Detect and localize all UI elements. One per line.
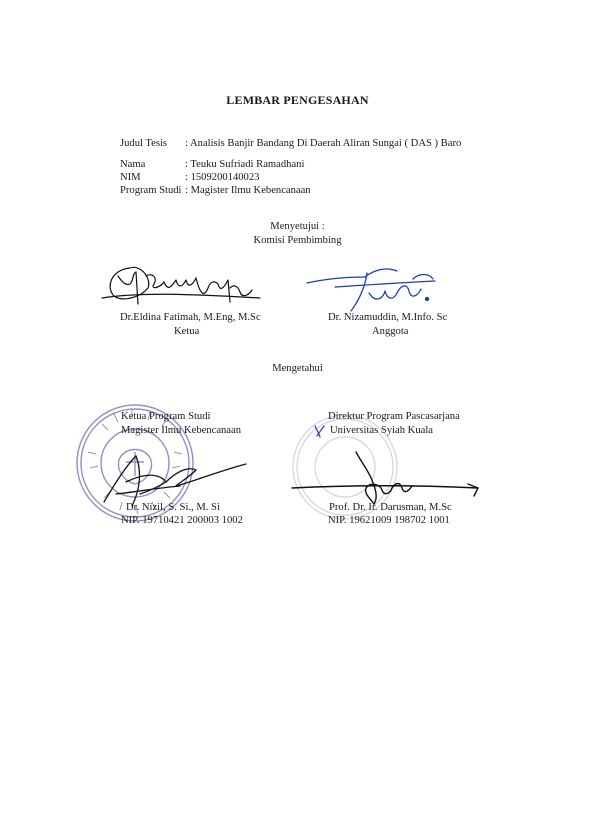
info-value: : Teuku Sufriadi Ramadhani <box>185 159 305 170</box>
official-right-nip: NIP. 19621009 198702 1001 <box>328 515 450 526</box>
official-left-unit: Magister Ilmu Kebencanaan <box>121 425 242 436</box>
info-value: : Magister Ilmu Kebencanaan <box>185 185 311 196</box>
supervisor-anggota-role: Anggota <box>372 326 409 337</box>
approval-heading: Menyetujui : <box>270 221 325 232</box>
signature-anggota <box>305 263 445 319</box>
page-title: LEMBAR PENGESAHAN <box>226 93 369 107</box>
info-label: Program Studi <box>120 185 182 196</box>
acknowledged-heading: Mengetahui <box>272 363 323 374</box>
info-label: NIM <box>120 172 141 183</box>
supervisor-ketua-role: Ketua <box>174 326 200 337</box>
official-right-position: Direktur Program Pascasarjana <box>328 411 460 422</box>
info-value: : 1509200140023 <box>185 172 260 183</box>
info-value: : Analisis Banjir Bandang Di Daerah Aliran Sungai ( DAS ) Baro <box>185 138 462 149</box>
check-mark-icon <box>313 424 325 438</box>
official-left-nip: NIP. 19710421 200003 1002 <box>121 515 243 526</box>
supervisor-anggota-name: Dr. Nizamuddin, M.Info. Sc <box>328 312 448 323</box>
info-label: Judul Tesis <box>120 138 168 149</box>
official-left-position: Ketua Program Studi <box>121 411 211 422</box>
official-right-name: Prof. Dr. Ir. Darusman, M.Sc <box>329 502 452 513</box>
official-left-name: Dr. Nizil, S. Si., M. Si <box>126 502 220 513</box>
info-label: Nama <box>120 159 146 170</box>
supervisor-ketua-name: Dr.Eldina Fatimah, M.Eng, M.Sc <box>120 312 261 323</box>
committee-heading: Komisi Pembimbing <box>253 235 342 246</box>
signature-direktur <box>292 446 482 506</box>
official-right-unit: Universitas Syiah Kuala <box>330 425 433 436</box>
